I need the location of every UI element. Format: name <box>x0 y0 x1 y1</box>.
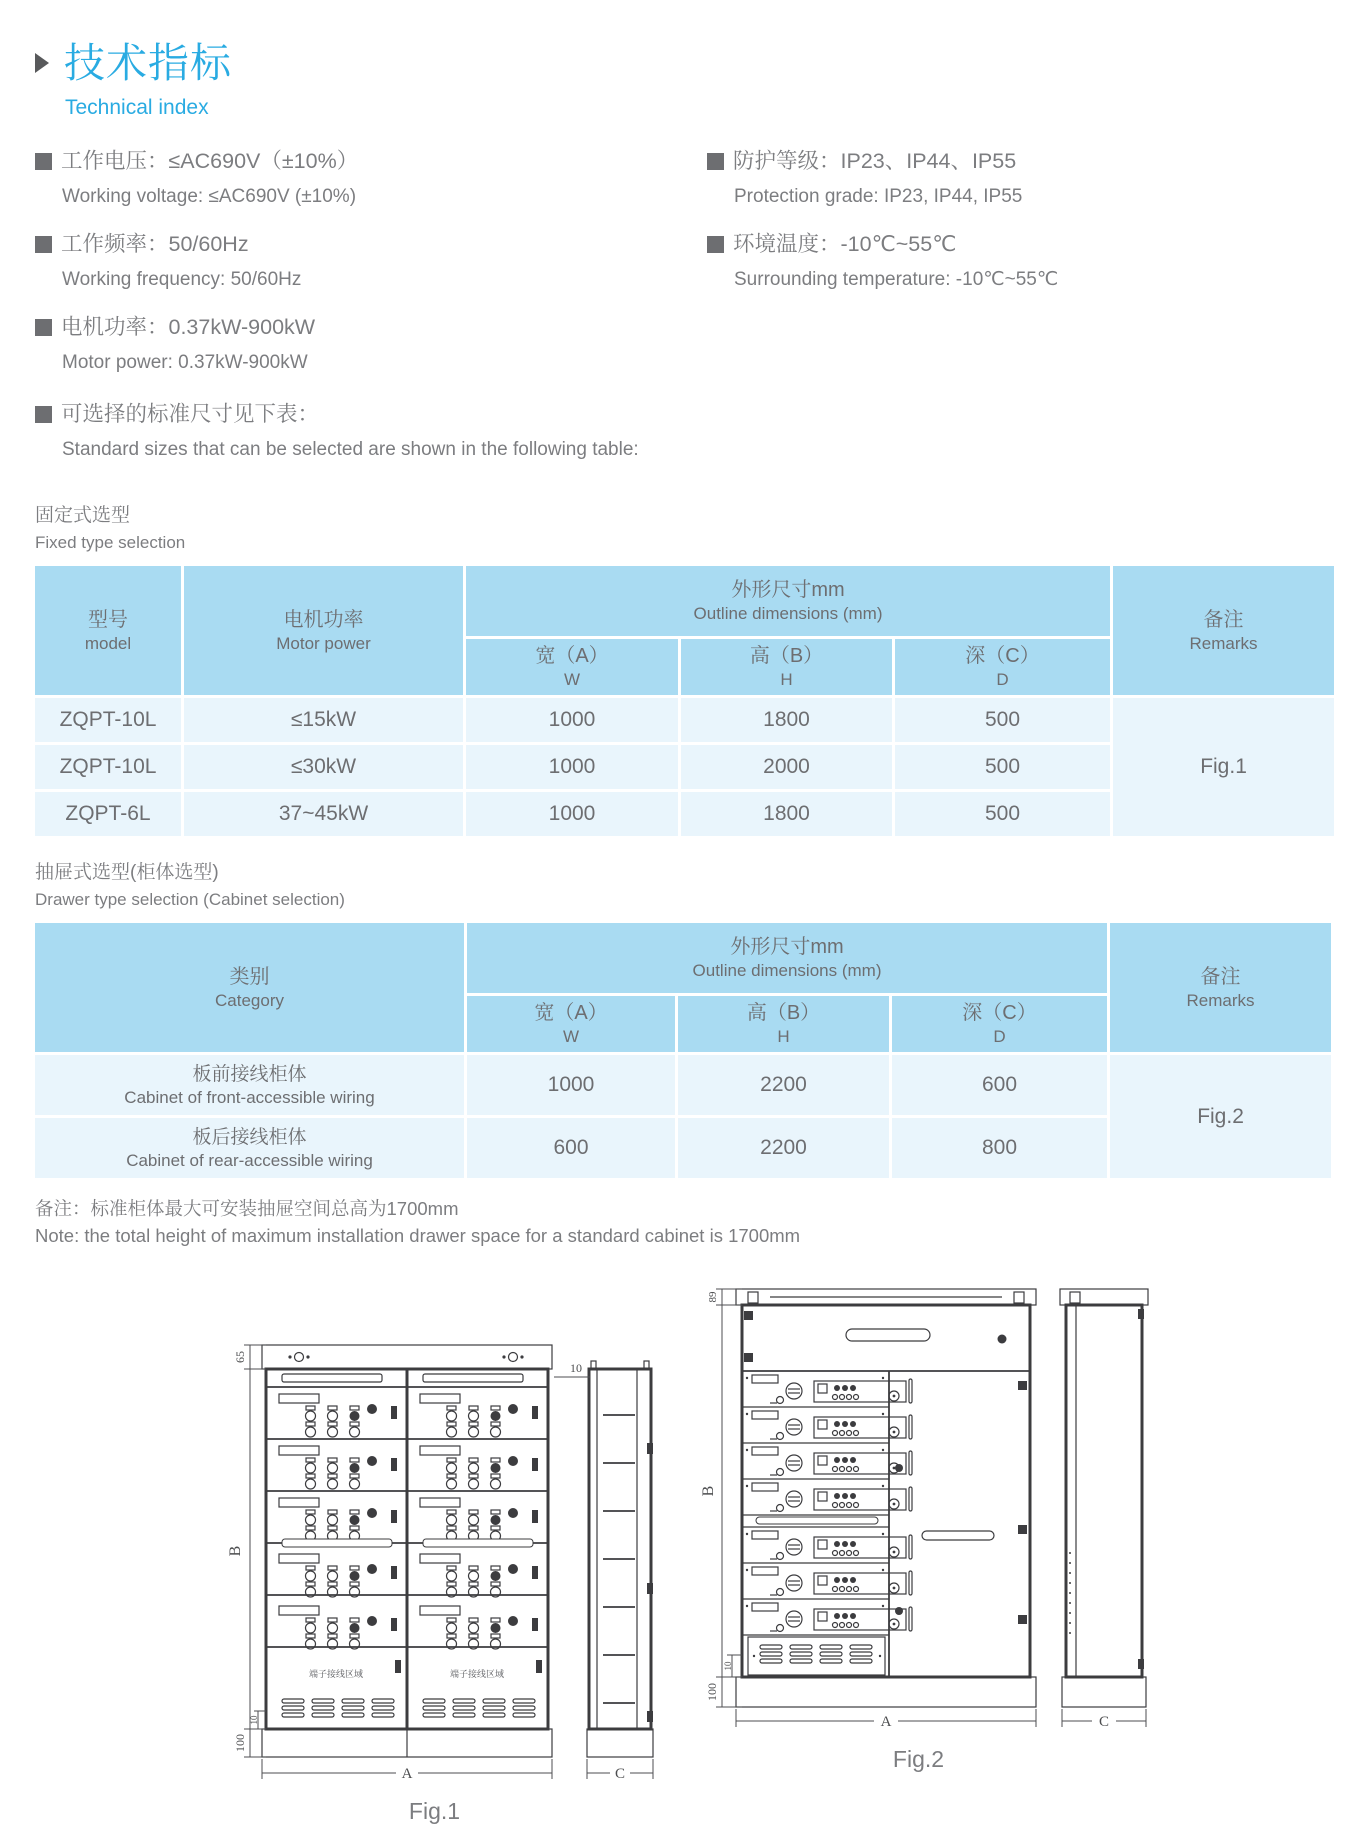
spec-label-en: Working voltage: ≤AC690V (±10%) <box>62 186 357 207</box>
figures-row <box>35 1263 1322 1825</box>
fig2-dimensions <box>700 1289 1146 1730</box>
cell-model: ZQPT-10L <box>35 698 181 742</box>
cell-depth: 500 <box>895 698 1110 742</box>
dim-label-depth: C <box>1098 1714 1109 1730</box>
fig2-front-view <box>736 1289 1036 1707</box>
fig2-side-view <box>1060 1289 1148 1707</box>
col-header-width: 宽（A） W <box>467 996 675 1052</box>
cell-width: 1000 <box>466 698 678 742</box>
cell-width: 1000 <box>466 792 678 836</box>
spec-label-en: Motor power: 0.37kW-900kW <box>62 352 308 373</box>
cell-power: ≤30kW <box>184 745 463 789</box>
section-drawer-type <box>35 857 1322 910</box>
spec-label-zh: 工作频率：50/60Hz <box>61 232 249 256</box>
bullet-square-icon <box>707 153 724 170</box>
dim-label-base-height: 100 <box>704 1683 719 1701</box>
dim-label-vent-height: 10 <box>248 1715 259 1725</box>
cell-remark: Fig.2 <box>1110 1055 1331 1178</box>
figure-1 <box>204 1315 666 1825</box>
fig1-side-view <box>587 1361 653 1757</box>
cell-remark: Fig.1 <box>1113 698 1334 836</box>
bullet-square-icon <box>35 406 52 423</box>
note-en: Note: the total height of maximum installation drawer space for a standard cabinet is 1700mm <box>35 1225 801 1246</box>
spec-label-zh: 防护等级：IP23、IP44、IP55 <box>733 149 1017 173</box>
section-title-en: Fixed type selection <box>35 533 186 552</box>
dim-label-height: B <box>226 1545 244 1557</box>
spec-label-en: Working frequency: 50/60Hz <box>62 269 302 290</box>
spec-label-zh: 环境温度：-10℃~55℃ <box>733 232 957 256</box>
fixed-type-table <box>32 563 1337 839</box>
dim-label-height: B <box>699 1485 717 1497</box>
spec-label-en: Protection grade: IP23, IP44, IP55 <box>734 186 1023 207</box>
col-header-model: 型号 model <box>35 566 181 695</box>
fig2-drawing <box>684 1263 1154 1733</box>
terminal-area-label: 端子接线区域 <box>308 1669 363 1679</box>
col-header-height: 高（B） H <box>681 639 892 695</box>
col-header-height: 高（B） H <box>678 996 889 1052</box>
cell-depth: 500 <box>895 745 1110 789</box>
fig1-caption: Fig.1 <box>408 1798 461 1824</box>
cell-width: 1000 <box>467 1055 675 1115</box>
dim-label-cap-height: 65 <box>232 1351 247 1363</box>
drawer-type-table <box>32 920 1334 1181</box>
page-subtitle: Technical index <box>65 96 209 119</box>
cell-height: 1800 <box>681 698 892 742</box>
section-title-zh: 抽屉式选型(柜体选型) <box>35 862 219 883</box>
cell-depth: 500 <box>895 792 1110 836</box>
col-header-width: 宽（A） W <box>466 639 678 695</box>
spec-label-zh: 电机功率：0.37kW-900kW <box>61 315 316 339</box>
note-zh: 备注：标准柜体最大可安装抽屉空间总高为1700mm <box>35 1198 459 1219</box>
section-fixed-type <box>35 500 1322 553</box>
page-title: 技术指标 <box>64 40 232 86</box>
spec-label-zh: 工作电压：≤AC690V（±10%） <box>61 149 359 173</box>
spec-item-standard-sizes <box>35 399 707 462</box>
spec-column-right <box>707 146 1322 482</box>
bullet-square-icon <box>707 236 724 253</box>
col-header-motor-power: 电机功率 Motor power <box>184 566 463 695</box>
spec-column-left <box>35 146 707 482</box>
section-title-en: Drawer type selection (Cabinet selection) <box>35 890 345 909</box>
figure-2 <box>684 1263 1154 1773</box>
bullet-square-icon <box>35 319 52 336</box>
dim-label-width: A <box>401 1766 412 1782</box>
cell-height: 2200 <box>678 1118 889 1178</box>
table-note <box>35 1195 1322 1249</box>
fig2-caption: Fig.2 <box>892 1746 945 1772</box>
terminal-area-label: 端子接线区域 <box>449 1669 504 1679</box>
cell-power: ≤15kW <box>184 698 463 742</box>
spec-item-temperature <box>707 229 1322 292</box>
col-header-outline: 外形尺寸mm Outline dimensions (mm) <box>467 923 1107 993</box>
cell-model: ZQPT-6L <box>35 792 181 836</box>
cell-width: 600 <box>467 1118 675 1178</box>
dim-label-cap-height: 89 <box>706 1291 719 1303</box>
cell-width: 1000 <box>466 745 678 789</box>
cell-depth: 600 <box>892 1055 1107 1115</box>
dim-label-width: A <box>880 1714 891 1730</box>
page-header <box>35 30 1322 89</box>
spec-item-voltage <box>35 146 707 209</box>
dim-label-vent-height: 10 <box>722 1661 733 1671</box>
cell-depth: 800 <box>892 1118 1107 1178</box>
table-row <box>35 1055 1331 1115</box>
section-arrow-icon <box>35 53 49 73</box>
cell-category: 板后接线柜体 Cabinet of rear-accessible wiring <box>35 1118 464 1178</box>
col-header-depth: 深（C） D <box>892 996 1107 1052</box>
dim-label-top-right: 10 <box>569 1361 582 1375</box>
fig1-front-view <box>262 1345 552 1757</box>
bullet-square-icon <box>35 153 52 170</box>
spec-list <box>35 146 1322 482</box>
spec-item-frequency <box>35 229 707 292</box>
col-header-category: 类别 Category <box>35 923 464 1052</box>
cell-power: 37~45kW <box>184 792 463 836</box>
spec-item-protection <box>707 146 1322 209</box>
spec-label-zh: 可选择的标准尺寸见下表： <box>61 402 320 426</box>
cell-height: 1800 <box>681 792 892 836</box>
table-row <box>35 698 1334 742</box>
col-header-remarks: 备注 Remarks <box>1110 923 1331 1052</box>
spec-item-motor-power <box>35 312 707 375</box>
col-header-outline: 外形尺寸mm Outline dimensions (mm) <box>466 566 1110 636</box>
cell-height: 2200 <box>678 1055 889 1115</box>
cell-category: 板前接线柜体 Cabinet of front-accessible wiring <box>35 1055 464 1115</box>
fig1-drawing <box>204 1315 666 1785</box>
col-header-depth: 深（C） D <box>895 639 1110 695</box>
spec-label-en: Standard sizes that can be selected are shown in the following table: <box>62 439 639 460</box>
cell-height: 2000 <box>681 745 892 789</box>
col-header-remarks: 备注 Remarks <box>1113 566 1334 695</box>
dim-label-depth: C <box>614 1766 625 1782</box>
cell-model: ZQPT-10L <box>35 745 181 789</box>
bullet-square-icon <box>35 236 52 253</box>
spec-label-en: Surrounding temperature: -10℃~55℃ <box>734 269 1059 290</box>
dim-label-base-height: 100 <box>232 1734 247 1752</box>
section-title-zh: 固定式选型 <box>35 505 131 526</box>
